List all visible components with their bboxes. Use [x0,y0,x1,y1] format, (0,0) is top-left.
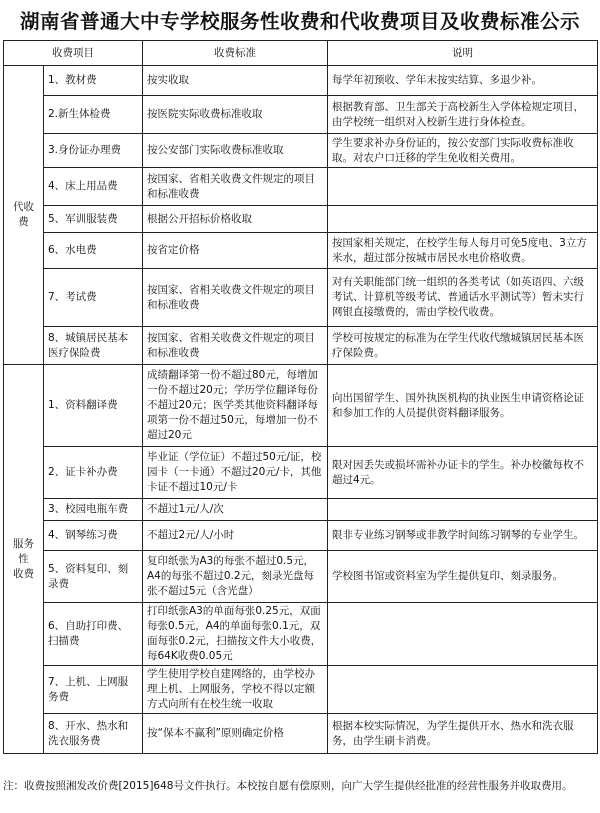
cell-description: 向出国留学生、国外执医机构的执业医生申请资格论证和参加工作的人员提供资料翻译服务。 [328,365,598,447]
cell-description [328,666,598,714]
table-row [4,551,598,603]
cell-description: 学校图书馆或资料室为学生提供复印、刻录服务。 [328,551,598,603]
cell-item: 1、资料翻译费 [44,365,143,447]
cell-item: 6、自助打印费、扫描费 [44,603,143,666]
table-row [4,365,598,447]
cell-description: 限非专业练习钢琴或非教学时间练习钢琴的专业学生。 [328,521,598,551]
cell-standard: 成绩翻译第一份不超过80元，每增加一份不超过20元；学历学位翻译每份不超过20元；医学类其他资料翻译每项第一份不超过50元，每增加一份不超过20元 [143,365,328,447]
cell-standard: 不超过1元/人/次 [143,499,328,521]
table-row [4,447,598,499]
cell-description [328,206,598,233]
cell-item: 3.身份证办理费 [44,134,143,168]
category-service: 服务性 收费 [4,365,44,754]
cell-standard: 不超过2元/人/小时 [143,521,328,551]
cell-item: 5、资料复印、刻录费 [44,551,143,603]
cell-item: 7、上机、上网服务费 [44,666,143,714]
footnote: 注：收费按照湘发改价费[2015]648号文件执行。本校按自愿有偿原则，向广大学生提供经批准的经营性服务并收取费用。 [3,780,573,792]
cell-item: 2.新生体检费 [44,96,143,134]
table-row [4,96,598,134]
table-row [4,327,598,365]
table-row [4,714,598,754]
cell-standard: 按实收取 [143,66,328,96]
table-row [4,499,598,521]
cell-standard: 根据公开招标价格收取 [143,206,328,233]
cell-standard: 毕业证（学位证）不超过50元/证，校园卡（一卡通）不超过20元/卡，其他卡证不超过10元/卡 [143,447,328,499]
table-row [4,134,598,168]
cell-standard: 打印纸张A3的单面每张0.25元，双面每张0.5元，A4的单面每张0.1元，双面每张0.2元，扫描按文件大小收费，每64K收费0.05元 [143,603,328,666]
cell-standard: 按国家、省相关收费文件规定的项目和标准收费 [143,269,328,327]
cell-standard: 复印纸张为A3的每张不超过0.5元，A4的每张不超过0.2元，刻录光盘每张不超过5元（含光盘） [143,551,328,603]
cell-description: 学校可按规定的标准为在学生代收代缴城镇居民基本医疗保险费。 [328,327,598,365]
header-item: 收费项目 [4,41,143,66]
cell-item: 8、城镇居民基本医疗保险费 [44,327,143,365]
cell-item: 6、水电费 [44,233,143,269]
cell-description: 按国家相关规定，在校学生每人每月可免5度电、3立方米水，超过部分按城市居民水电价格收费。 [328,233,598,269]
cell-description: 对有关职能部门统一组织的各类考试（如英语四、六级考试、计算机等级考试、普通话水平测试等）暂未实行网银直接缴费的，需由学校代收费。 [328,269,598,327]
cell-item: 1、教材费 [44,66,143,96]
page-title: 湖南省普通大中专学校服务性收费和代收费项目及收费标准公示 [19,10,580,33]
cell-description: 根据本校实际情况，为学生提供开水、热水和洗衣服务，由学生刷卡消费。 [328,714,598,754]
table-row [4,168,598,206]
table-row [4,603,598,666]
cell-description: 每学年初预收、学年末按实结算、多退少补。 [328,66,598,96]
cell-item: 4、床上用品费 [44,168,143,206]
table-row [4,206,598,233]
cell-description [328,603,598,666]
cell-description: 学生要求补办身份证的，按公安部门实际收费标准收取。对农户口迁移的学生免收相关费用。 [328,134,598,168]
header-standard: 收费标准 [143,41,328,66]
cell-description: 根据教育部、卫生部关于高校新生入学体检规定项目，由学校统一组织对入校新生进行身体检查。 [328,96,598,134]
cell-standard: 按国家、省相关收费文件规定的项目和标准收费 [143,168,328,206]
table-row [4,521,598,551]
header-description: 说明 [328,41,598,66]
table-row [4,66,598,96]
cell-standard: 按医院实际收费标准收取 [143,96,328,134]
cell-item: 7、考试费 [44,269,143,327]
cell-item: 4、钢琴练习费 [44,521,143,551]
table-header-row [4,41,598,66]
fee-table [3,40,598,754]
table-row [4,269,598,327]
cell-description [328,168,598,206]
category-agency: 代收费 [4,66,44,365]
cell-item: 8、开水、热水和洗衣服务费 [44,714,143,754]
cell-standard: 学生使用学校自建网络的，由学校办理上机、上网服务，学校不得以定额方式向所有在校生统一收取 [143,666,328,714]
table-row [4,233,598,269]
table-row [4,666,598,714]
cell-description: 限对因丢失或损坏需补办证卡的学生。补办校徽每枚不超过4元。 [328,447,598,499]
cell-item: 5、军训服装费 [44,206,143,233]
cell-description [328,499,598,521]
cell-item: 3、校园电瓶车费 [44,499,143,521]
cell-standard: 按国家、省相关收费文件规定的项目和标准收费 [143,327,328,365]
cell-standard: 按省定价格 [143,233,328,269]
cell-item: 2、证卡补办费 [44,447,143,499]
cell-standard: 按公安部门实际收费标准收取 [143,134,328,168]
cell-standard: 按“保本不赢利”原则确定价格 [143,714,328,754]
